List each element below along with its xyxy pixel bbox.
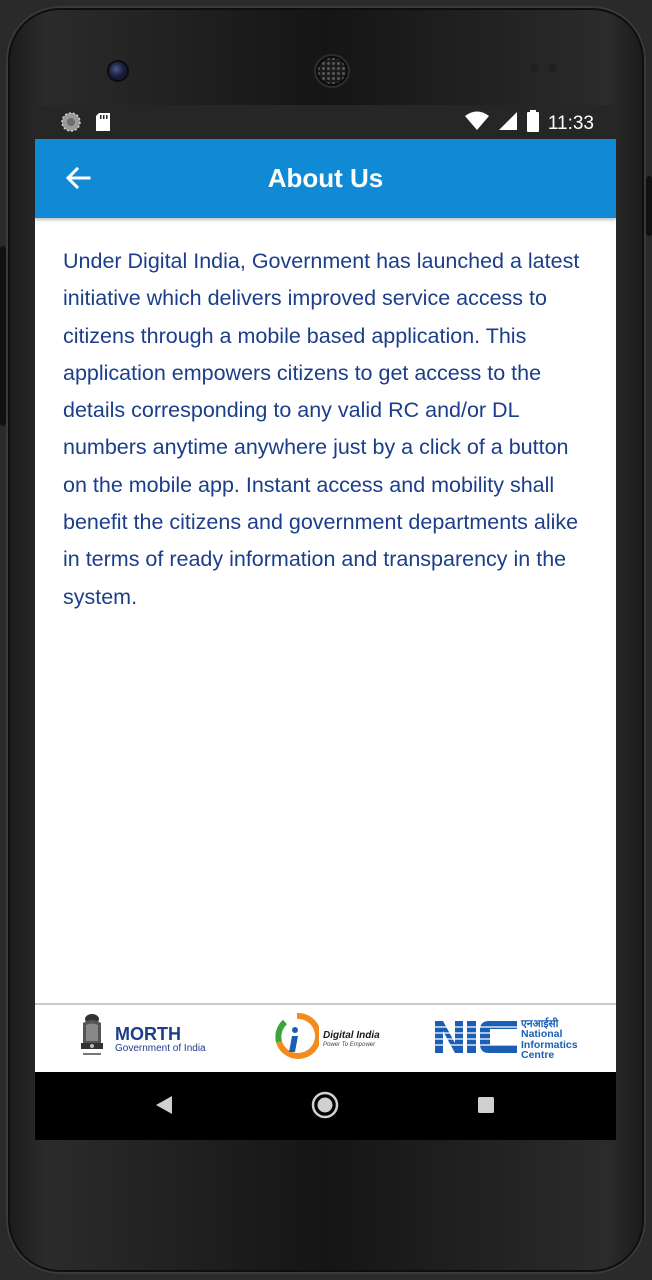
nic-line-3: Centre <box>521 1049 555 1061</box>
earpiece-speaker <box>316 56 348 86</box>
digital-india-icon <box>275 1012 319 1067</box>
digital-india-logo <box>275 1005 380 1074</box>
nic-line-1: National <box>521 1028 563 1040</box>
nic-wordmark-icon <box>433 1017 517 1062</box>
navigation-bar <box>35 1072 616 1140</box>
digital-india-name: Digital India <box>323 1030 380 1041</box>
status-bar <box>35 105 616 139</box>
wifi-icon <box>464 111 490 136</box>
morth-subtitle: Government of India <box>115 1042 206 1054</box>
back-triangle-icon <box>154 1094 174 1121</box>
app-bar <box>35 139 616 218</box>
home-circle-icon <box>311 1091 339 1124</box>
nic-hindi: एनआईसी <box>521 1017 559 1030</box>
digital-india-tagline: Power To Empower <box>323 1042 376 1048</box>
app-notification-icon <box>61 112 81 137</box>
about-text: Under Digital India, Government has launched a latest initiative which delivers improved service access to citizens through a mobile based application. This application empowers citizens to get access to the details corresponding to any valid RC and/or DL numbers anytime anywhere just by a click of a button on the mobile app. Instant access and mobility shall benefit the citizens and government departments alike in terms of ready information and transparency in the system. <box>63 249 580 609</box>
cell-signal-icon <box>498 111 518 136</box>
back-button[interactable] <box>61 165 95 195</box>
morth-logo <box>77 1005 206 1074</box>
nav-recents-button[interactable] <box>471 1092 501 1122</box>
volume-button <box>646 176 652 236</box>
recents-square-icon <box>476 1095 496 1120</box>
status-clock: 11:33 <box>547 112 594 134</box>
page-title: About Us <box>267 163 384 193</box>
sd-card-icon <box>95 112 111 137</box>
screen <box>35 105 616 1140</box>
proximity-sensor <box>530 64 560 74</box>
front-camera <box>109 62 127 80</box>
nav-back-button[interactable] <box>149 1092 179 1122</box>
nic-line-2: Informatics <box>521 1038 578 1051</box>
nic-logo <box>433 1005 578 1074</box>
power-button <box>0 246 6 426</box>
emblem-icon <box>77 1013 107 1066</box>
arrow-back-icon <box>65 166 91 195</box>
nav-home-button[interactable] <box>310 1092 340 1122</box>
morth-name: MORTH <box>115 1023 181 1044</box>
battery-icon <box>526 110 540 137</box>
footer-logos <box>35 1003 616 1074</box>
